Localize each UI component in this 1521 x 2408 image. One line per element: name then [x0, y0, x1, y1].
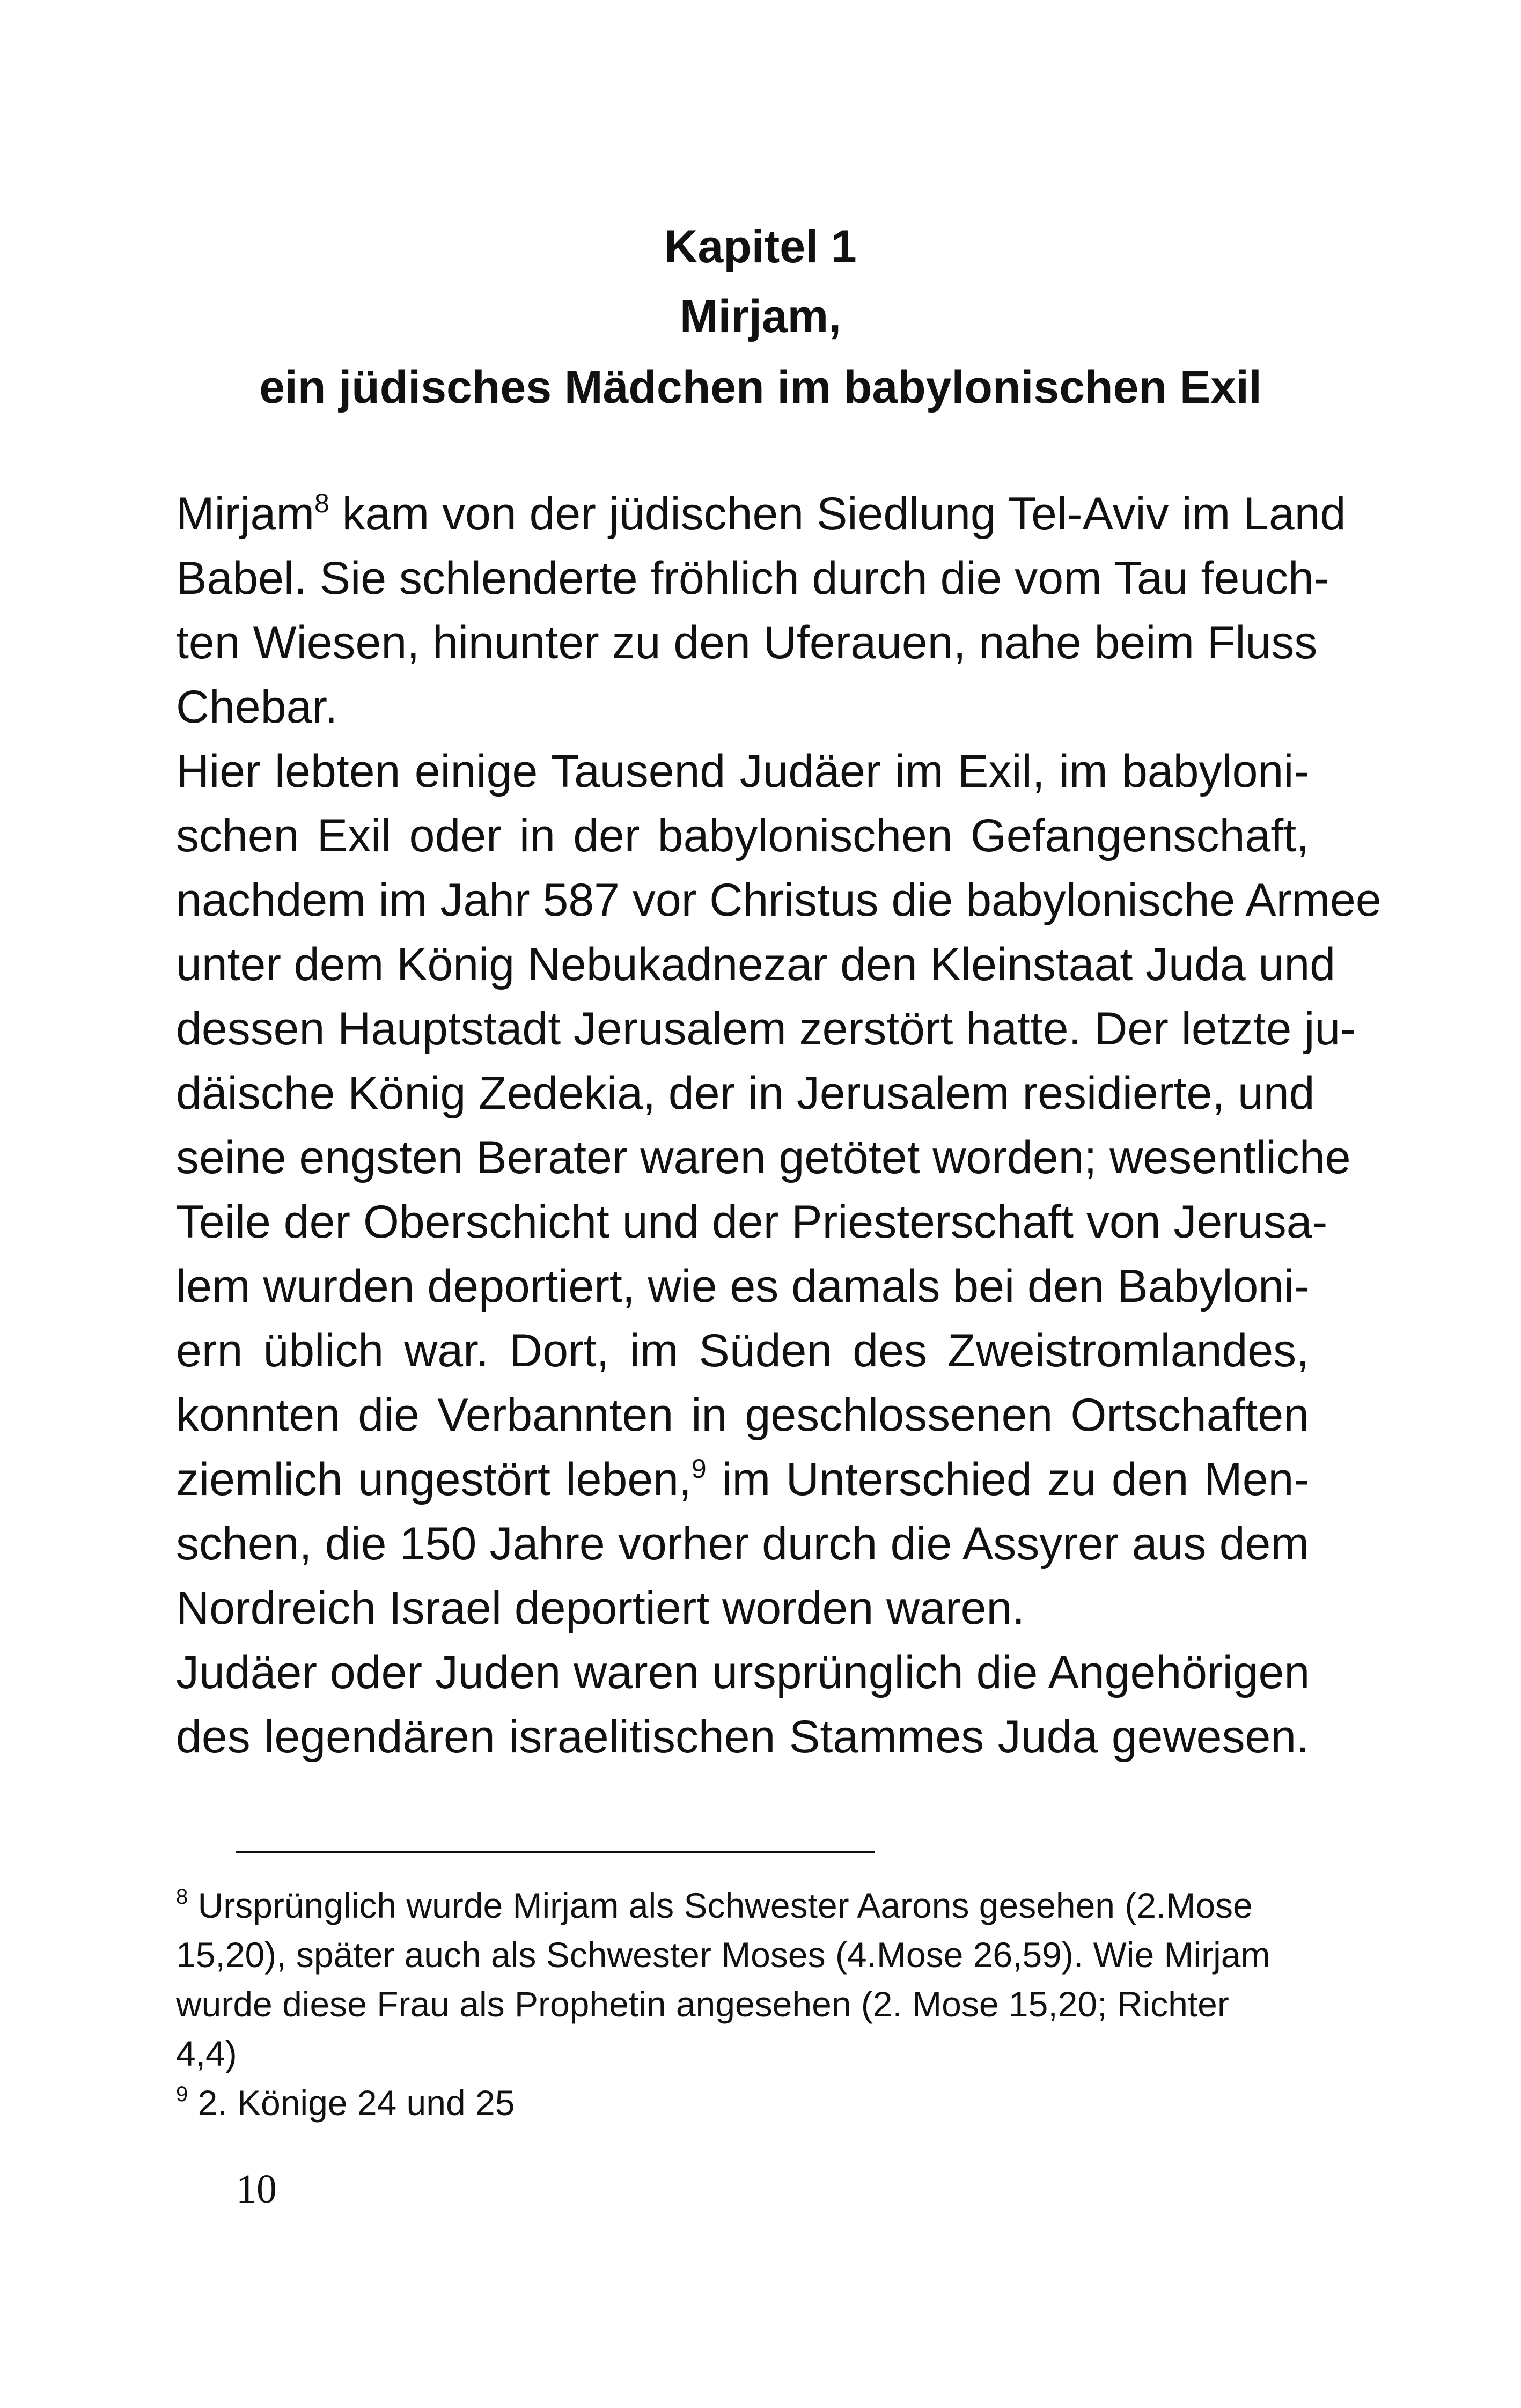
body-line: schen Exil oder in der babylonischen Gefangenschaft,	[176, 810, 1309, 861]
body-line: dessen Hauptstadt Jerusalem zerstört hatte. Der letzte ju-	[176, 1003, 1356, 1055]
body-line: Babel. Sie schlenderte fröhlich durch die vom Tau feuch-	[176, 553, 1329, 604]
footnote-text: Ursprünglich wurde Mirjam als Schwester Aarons gesehen (2.Mose	[188, 1886, 1253, 1925]
body-line	[176, 482, 1346, 546]
footnote-line	[176, 1881, 1309, 1930]
chapter-subtitle: ein jüdisches Mädchen im babylonischen Exil	[259, 362, 1262, 413]
body-line: däische König Zedekia, der in Jerusalem residierte, und	[176, 1067, 1315, 1119]
footnote-reference: 9	[691, 1454, 707, 1484]
footnote-line: 15,20), später auch als Schwester Moses (4.Mose 26,59). Wie Mirjam	[176, 1935, 1270, 1975]
footnote-separator	[236, 1851, 875, 1853]
chapter-title: Mirjam,	[679, 291, 842, 342]
footnote-text: 2. Könige 24 und 25	[188, 2083, 515, 2123]
body-line: seine engsten Berater waren getötet worden; wesentliche	[176, 1132, 1351, 1183]
body-text-segment: kam von der jüdischen Siedlung Tel-Aviv im Land	[329, 488, 1346, 540]
footnote-line: 4,4)	[176, 2034, 237, 2073]
footnote-marker: 9	[176, 2082, 188, 2106]
body-line: schen, die 150 Jahre vorher durch die Assyrer aus dem	[176, 1518, 1309, 1570]
body-line: ten Wiesen, hinunter zu den Uferauen, nahe beim Fluss	[176, 617, 1318, 668]
body-text-segment: Mirjam	[176, 488, 314, 540]
footnote-reference: 8	[314, 488, 329, 518]
body-line: konnten die Verbannten in geschlossenen Ortschaften	[176, 1389, 1309, 1441]
body-line: unter dem König Nebukadnezar den Kleinstaat Juda und	[176, 939, 1336, 990]
body-text-segment: ziemlich ungestört leben,	[176, 1454, 692, 1505]
body-line: Chebar.	[176, 681, 338, 733]
chapter-label: Kapitel 1	[664, 221, 857, 273]
page-number: 10	[236, 2167, 277, 2212]
body-line: lem wurden deportiert, wie es damals bei den Babyloni-	[176, 1261, 1310, 1312]
footnote-marker: 8	[176, 1885, 188, 1909]
body-line: Hier lebten einige Tausend Judäer im Exil, im babyloni-	[176, 746, 1309, 797]
body-line: Judäer oder Juden waren ursprünglich die Angehörigen	[176, 1647, 1310, 1698]
body-line: des legendären israelitischen Stammes Juda gewesen.	[176, 1711, 1309, 1763]
body-line: nachdem im Jahr 587 vor Christus die babylonische Armee	[176, 874, 1382, 926]
body-text-segment: im Unterschied zu den Men-	[706, 1454, 1309, 1505]
body-line: ern üblich war. Dort, im Süden des Zweistromlandes,	[176, 1325, 1309, 1376]
footnote-line	[176, 2078, 1309, 2127]
body-line: Nordreich Israel deportiert worden waren.	[176, 1582, 1025, 1634]
body-line	[176, 1447, 1309, 1512]
body-line: Teile der Oberschicht und der Priesterschaft von Jerusa-	[176, 1196, 1328, 1248]
footnote-line: wurde diese Frau als Prophetin angesehen (2. Mose 15,20; Richter	[176, 1984, 1229, 2024]
